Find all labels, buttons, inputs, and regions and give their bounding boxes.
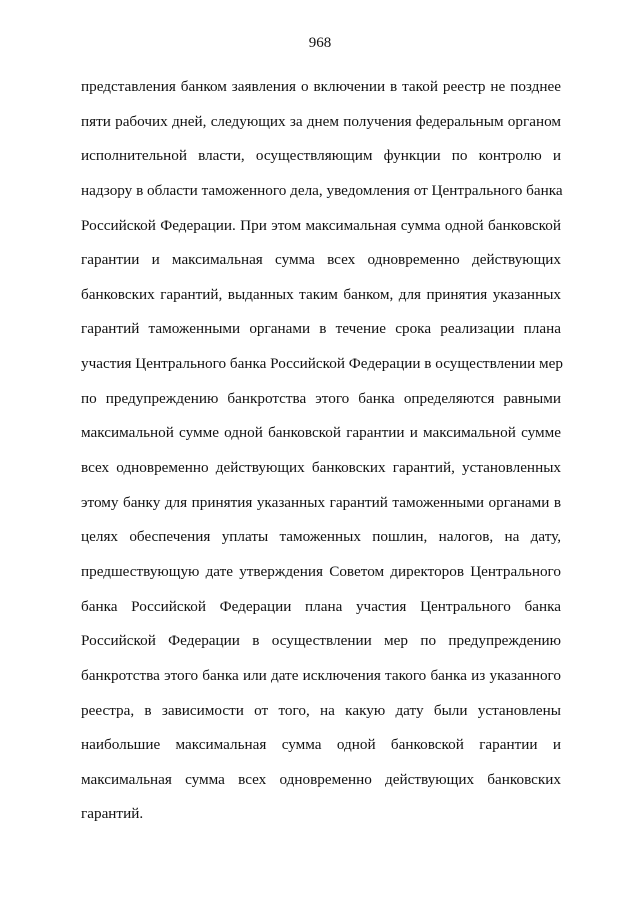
text-line: участия Центрального банка Российской Федерации в осуществлении мер <box>81 355 563 373</box>
page-number: 968 <box>308 35 332 51</box>
text-line: пяти рабочих дней, следующих за днем получения федеральным органом <box>81 112 561 130</box>
text-line: по предупреждению банкротства этого банка определяются равными <box>81 389 561 407</box>
text-line: реестра, в зависимости от того, на какую дату были установлены <box>81 701 561 719</box>
text-line: гарантии и максимальная сумма всех одновременно действующих <box>81 251 561 269</box>
text-line: надзору в области таможенного дела, уведомления от Центрального банка <box>81 181 563 199</box>
text-line: наибольшие максимальная сумма одной банковской гарантии и <box>81 736 561 754</box>
text-line: гарантий. <box>81 805 144 823</box>
text-line: максимальная сумма всех одновременно действующих банковских <box>81 770 561 788</box>
text-line: банковских гарантий, выданных таким банком, для принятия указанных <box>81 285 561 303</box>
text-line: целях обеспечения уплаты таможенных пошлин, налогов, на дату, <box>81 528 561 546</box>
text-line: представления банком заявления о включении в такой реестр не позднее <box>81 78 561 95</box>
body-text <box>81 70 561 832</box>
text-line: гарантий таможенными органами в течение срока реализации плана <box>81 320 561 338</box>
text-line: максимальной сумме одной банковской гарантии и максимальной сумме <box>81 424 561 442</box>
text-line: этому банку для принятия указанных гарантий таможенными органами в <box>81 493 561 511</box>
text-line: Российской Федерации. При этом максимальная сумма одной банковской <box>81 216 561 234</box>
text-line: всех одновременно действующих банковских гарантий, установленных <box>81 459 561 477</box>
text-line: исполнительной власти, осуществляющим функции по контролю и <box>81 147 561 165</box>
text-line: предшествующую дате утверждения Советом директоров Центрального <box>81 562 561 580</box>
text-line: банкротства этого банка или дате исключения такого банка из указанного <box>81 666 561 684</box>
text-line: банка Российской Федерации плана участия Центрального банка <box>81 597 561 615</box>
text-line: Российской Федерации в осуществлении мер по предупреждению <box>81 632 561 650</box>
